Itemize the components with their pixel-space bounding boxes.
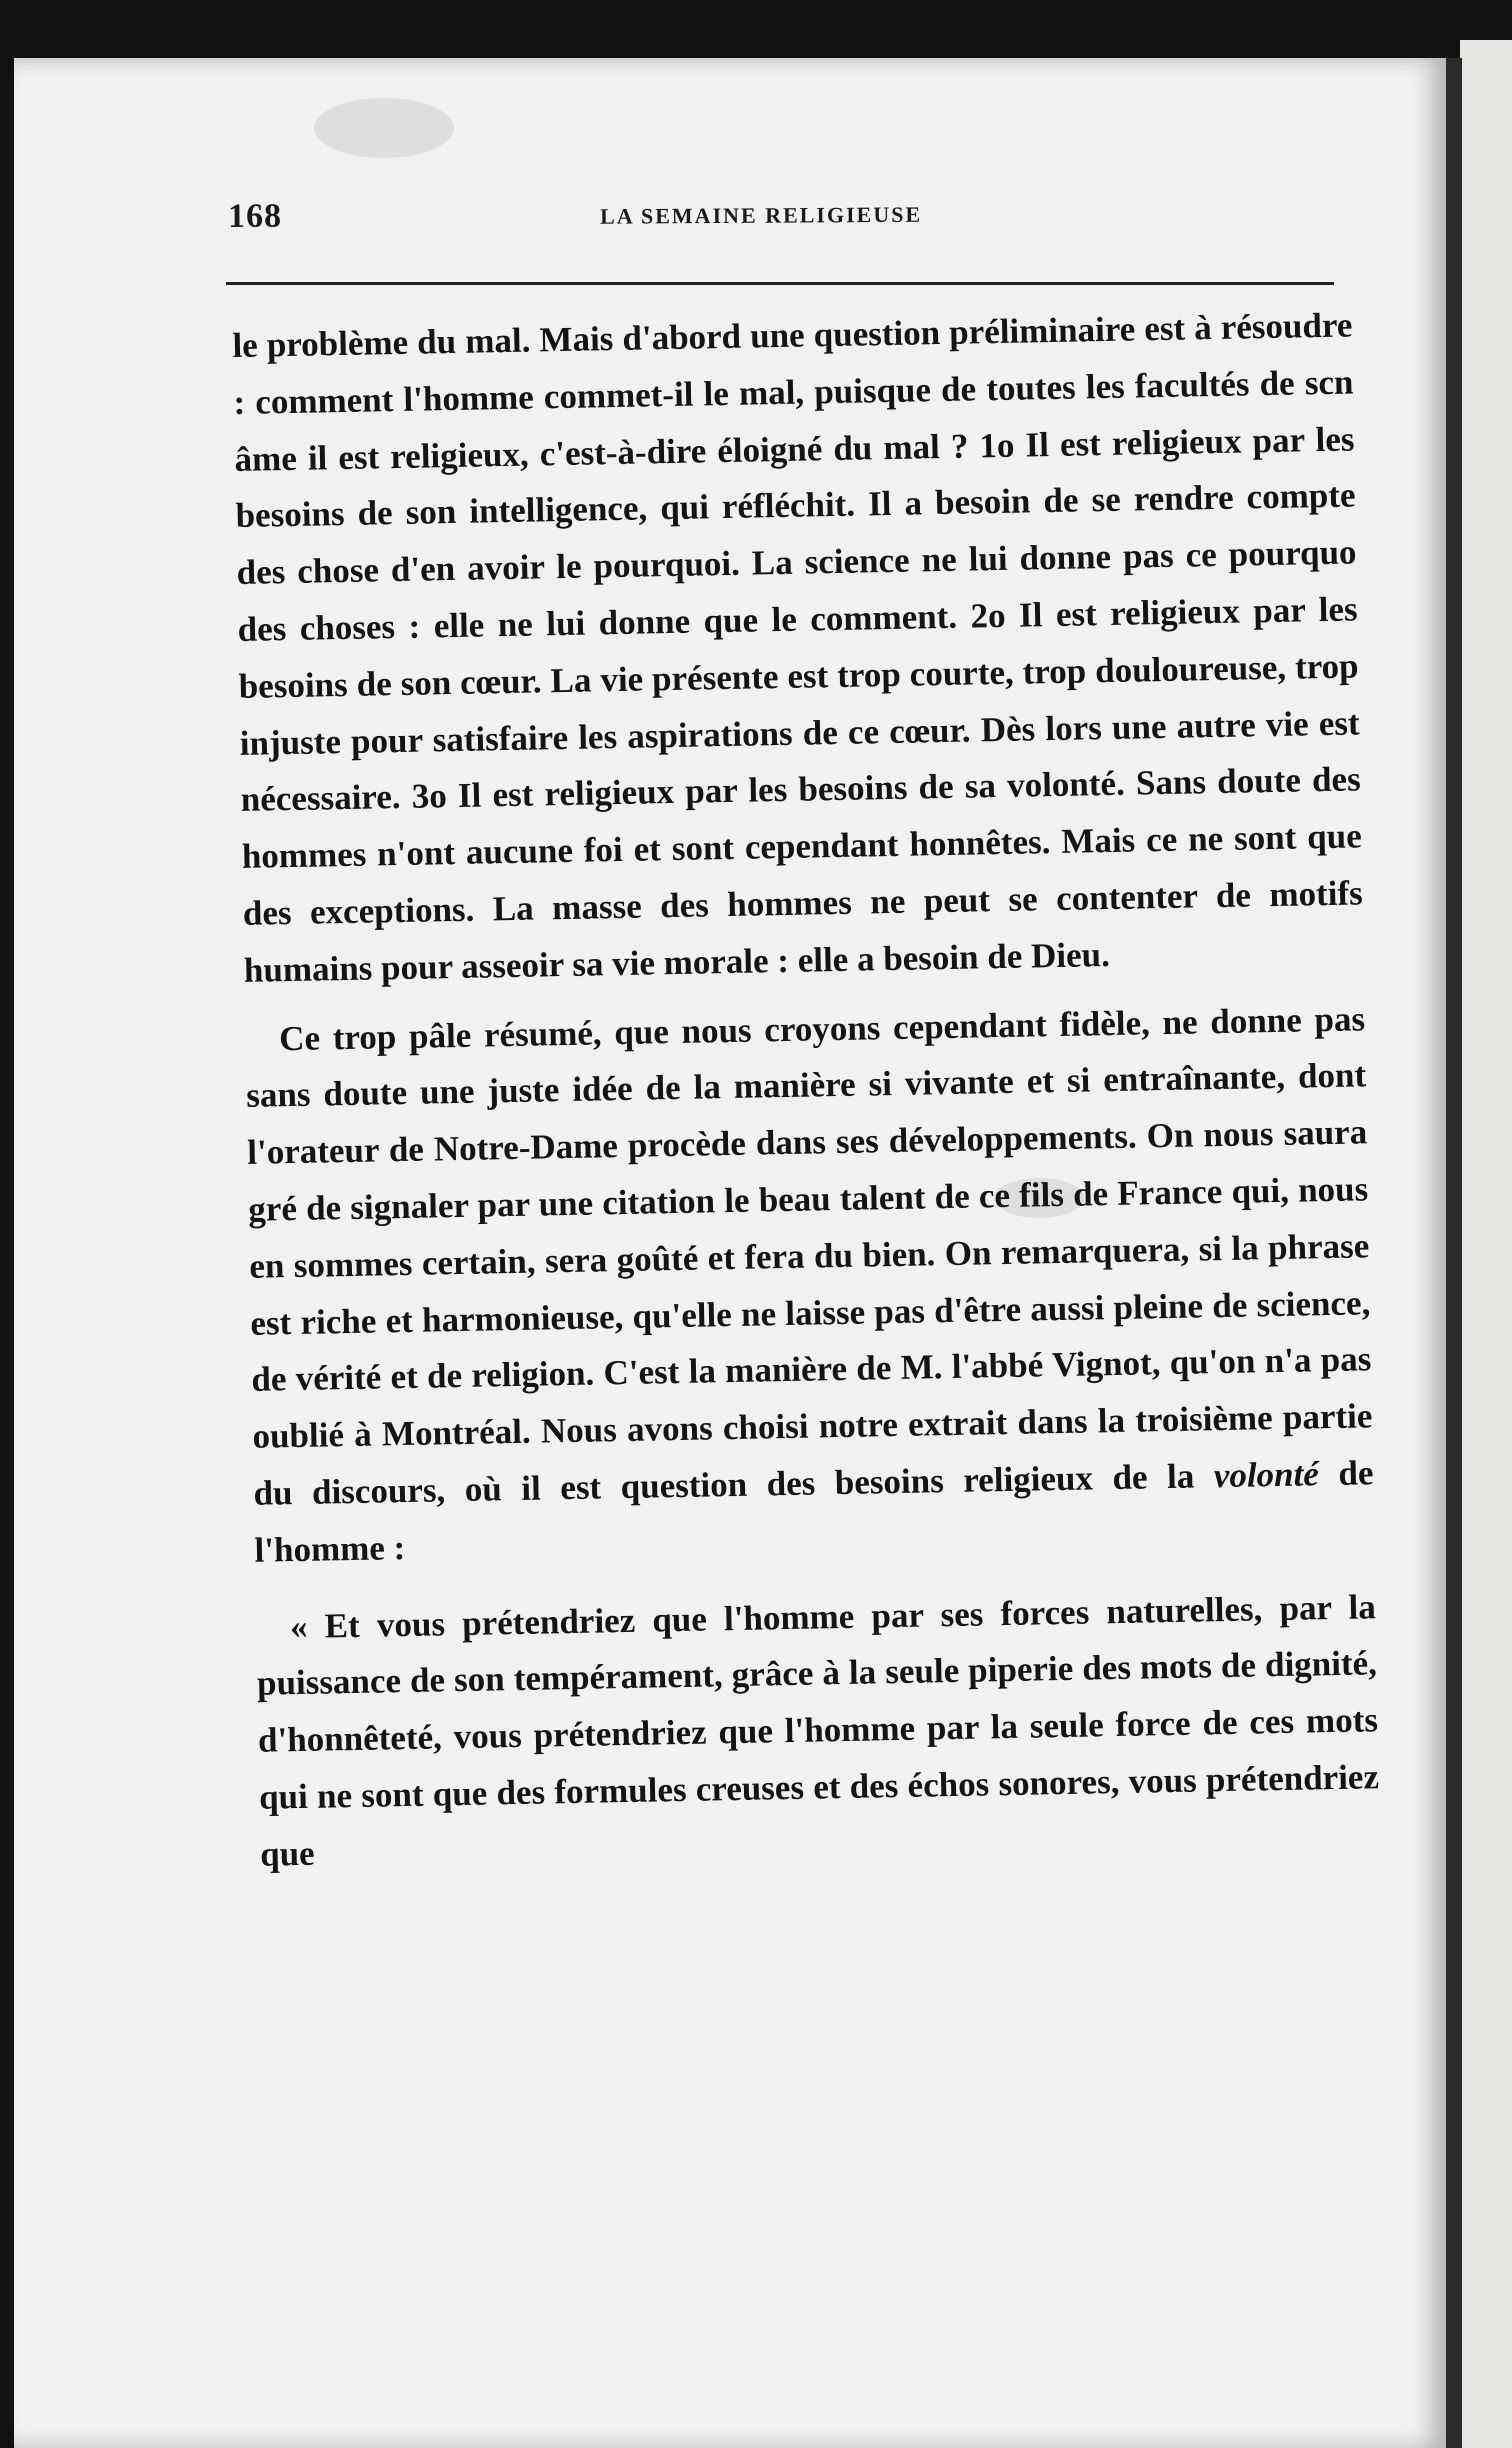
paragraph-summary-text: Ce trop pâle résumé, que nous croyons cependant fidèle, ne donne pas sans doute une juste idée de la manière si vivante et si entraînante, dont l'orateur de Notre-Dame procède dans ses développements. On nous saura gré de signaler par une citation le beau talent de ce fils de France qui, nous en sommes certain, sera goûté et fera du bien. On remarquera, si la phrase est riche et harmonieuse, qu'elle ne laisse pas d'être aussi pleine de science, de vérité et de religion. C'est la manière de M. l'abbé Vignot, qu'on n'a pas oublié à Montréal. Nous avons choisi notre extrait dans la troisième partie du discours, où il est question des besoins religieux de la	[245, 998, 1373, 1513]
page-body	[232, 297, 1380, 1883]
journal-title: LA SEMAINE RELIGIEUSE	[600, 201, 923, 229]
paragraph-problem-of-evil: le problème du mal. Mais d'abord une question préliminaire est à résoudre : comment l'homme commet-il le mal, puisque de toutes les facultés de scn âme il est religieux, c'est-à-dire éloigné du mal ? 1o Il est religieux par les besoins de son intelligence, qui réfléchit. Il a besoin de se rendre compte des chose d'en avoir le pourquoi. La science ne lui donne pas ce pourquo des choses : elle ne lui donne que le comment. 2o Il est religieux par les besoins de son cœur. La vie présente est trop courte, trop douloureuse, trop injuste pour satisfaire les aspirations de ce cœur. Dès lors une autre vie est nécessaire. 3o Il est religieux par les besoins de sa volonté. Sans doute des hommes n'ont aucune foi et sont cependant honnêtes. Mais ce ne sont que des exceptions. La masse des hommes ne peut se contenter de motifs humains pour asseoir sa vie morale : elle a besoin de Dieu.	[232, 305, 1364, 990]
italic-word-volonte: volonté	[1213, 1454, 1320, 1496]
paragraph-summary	[245, 991, 1375, 1579]
page-number: 168	[228, 197, 283, 235]
paragraph-summary-end: de l'homme :	[254, 1453, 1374, 1570]
running-header	[228, 191, 1328, 246]
adjacent-page-edge	[1460, 40, 1512, 2448]
paper-stain	[314, 98, 454, 158]
paragraph-quotation: « Et vous prétendriez que l'homme par ses forces naturelles, par la puissance de son tempérament, grâce à la seule piperie des mots de dignité, d'honnêteté, vous prétendriez que l'homme par la seule force de ces mots qui ne sont que des formules creuses et des échos sonores, vous prétendriez que	[256, 1586, 1380, 1874]
page-gutter-shadow	[1446, 58, 1462, 2448]
header-rule	[226, 282, 1334, 285]
